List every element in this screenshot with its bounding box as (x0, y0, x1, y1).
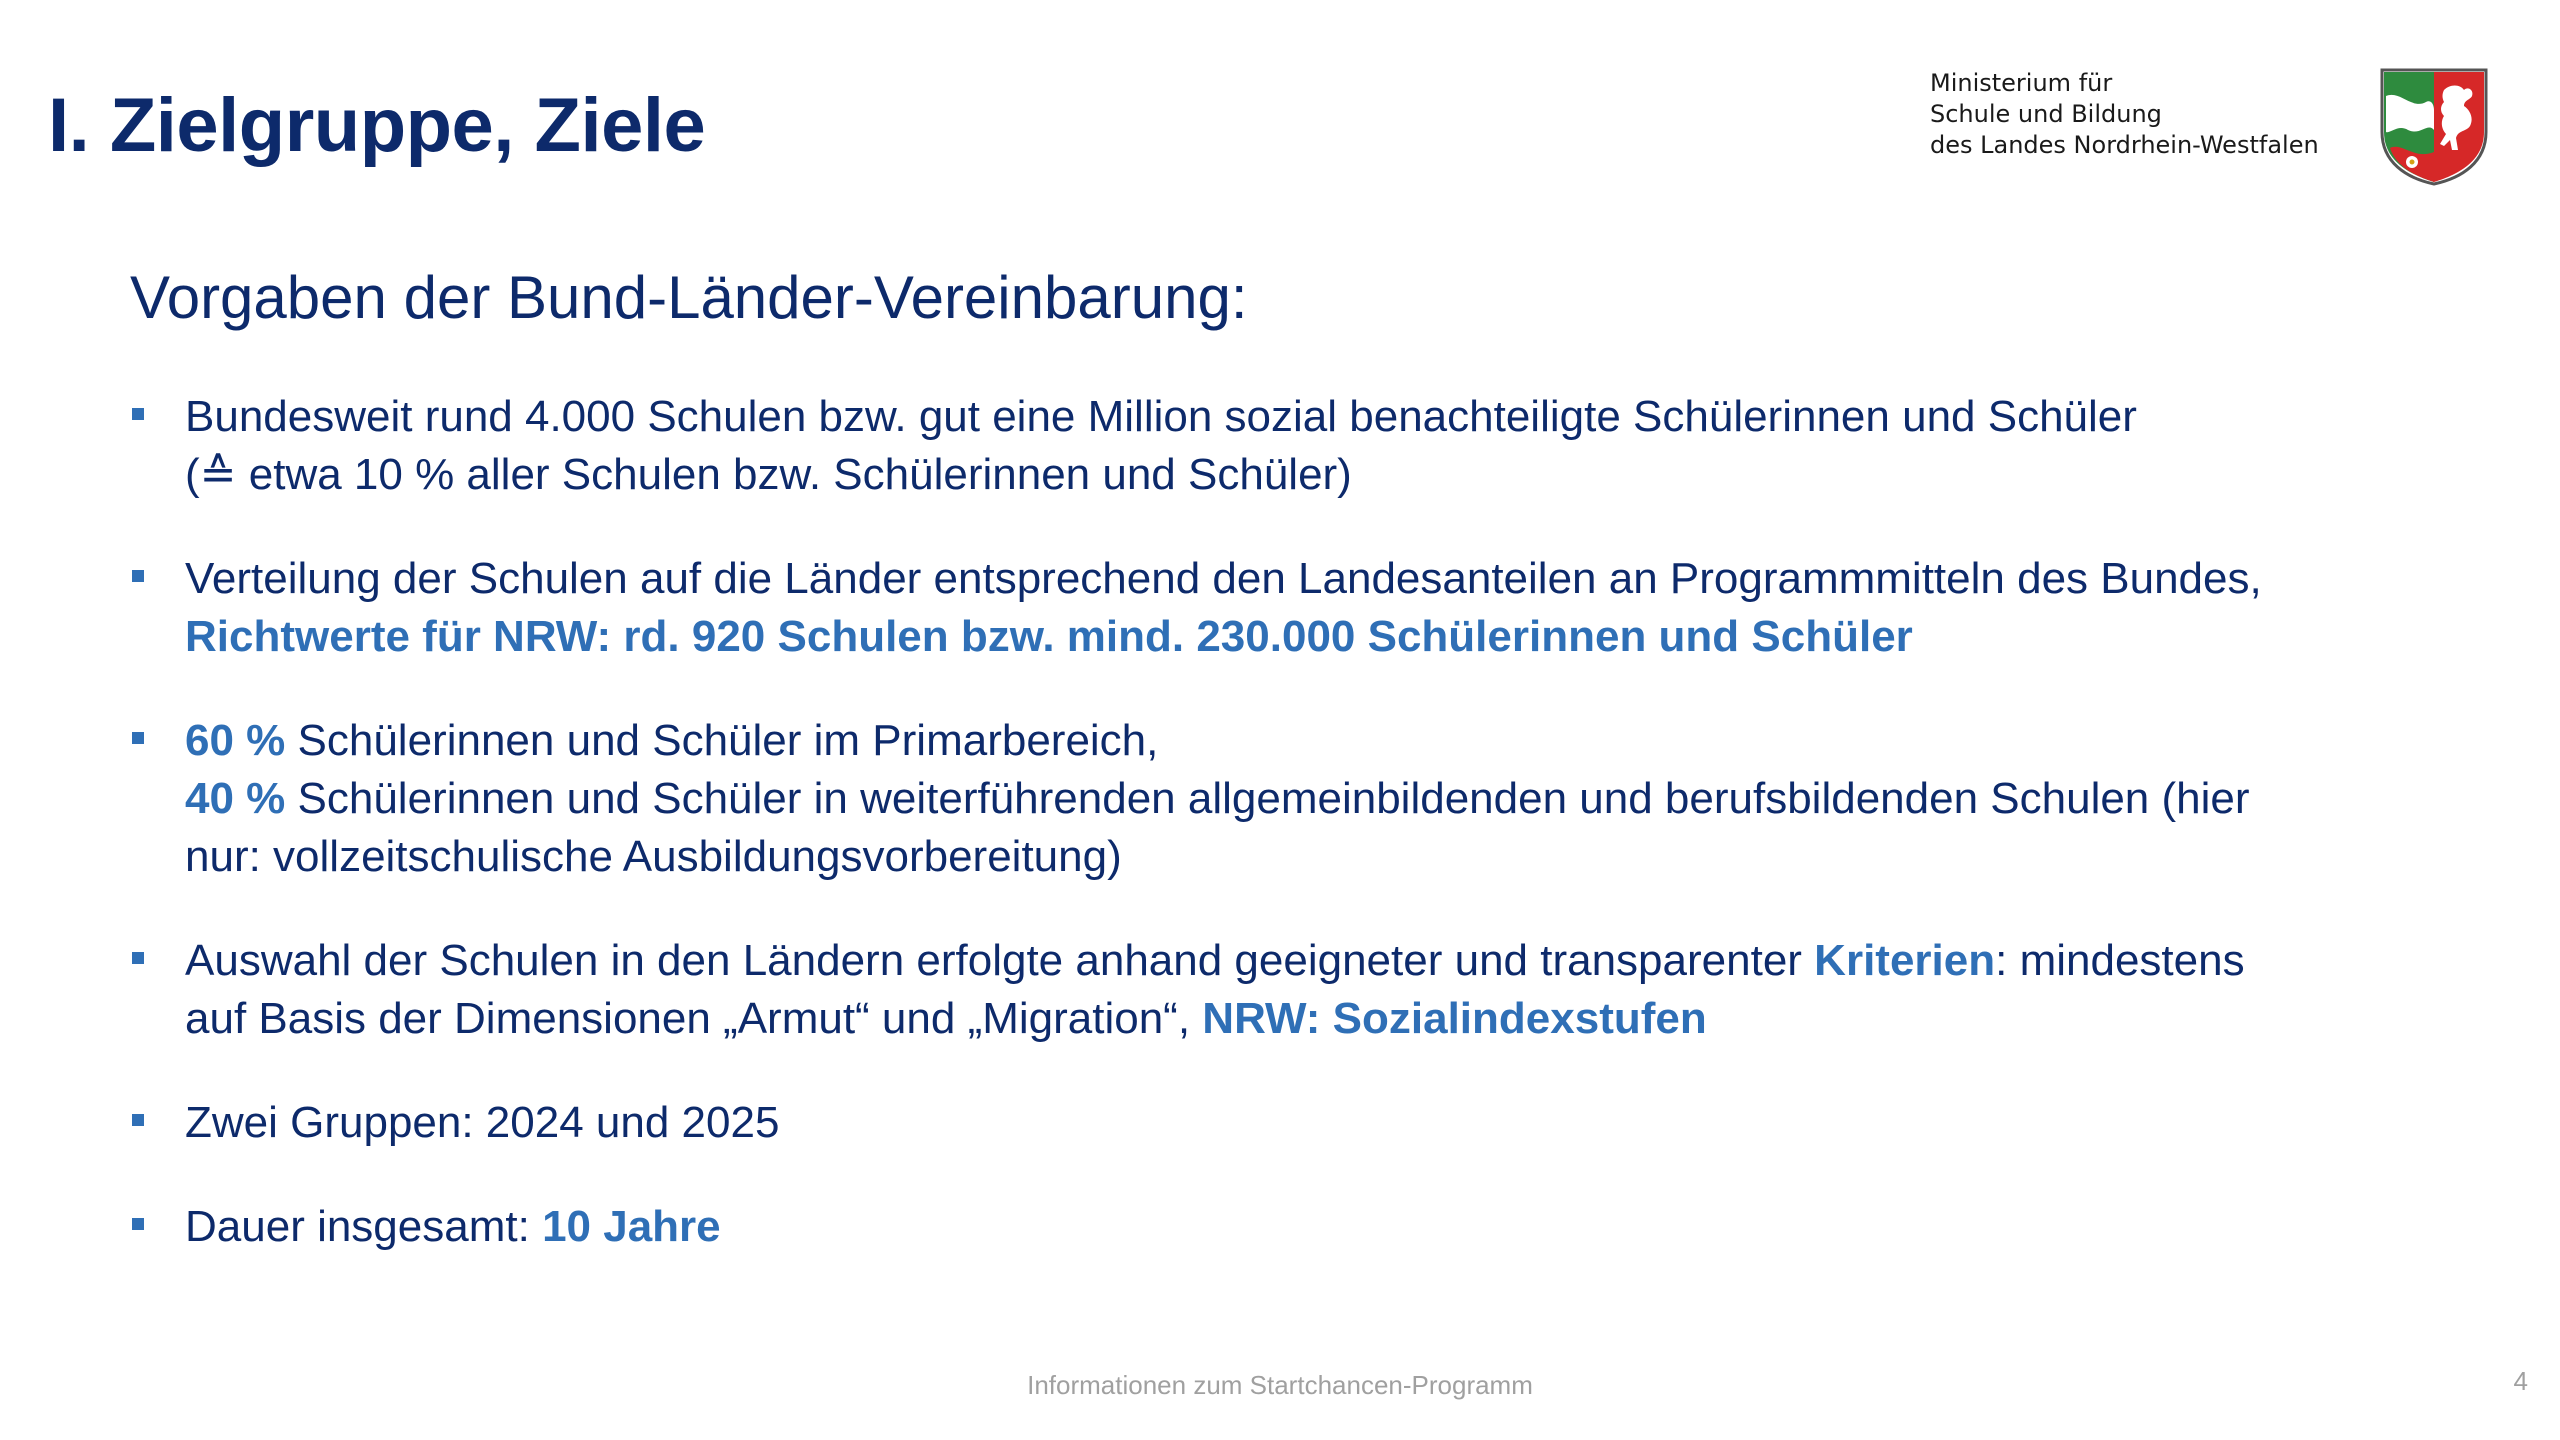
bullet-highlight: Kriterien (1814, 936, 1996, 985)
bullet-text: Dauer insgesamt: (185, 1202, 543, 1251)
ministry-line-2: Schule und Bildung (1930, 100, 2162, 128)
page-title: I. Zielgruppe, Ziele (48, 83, 706, 168)
page-number: 4 (2513, 1366, 2528, 1396)
bullet-text: Schülerinnen und Schüler in weiterführenden allgemeinbildenden und berufsbildenden Schulen (hier (285, 774, 2250, 823)
bullet-highlight: 40 % (185, 774, 286, 823)
bullet-highlight: NRW: Sozialindexstufen (1202, 994, 1707, 1043)
bullet-text: Schülerinnen und Schüler im Primarbereich, (285, 716, 1159, 765)
bullet-text: : mindestens (1995, 936, 2245, 985)
bullet-text: Verteilung der Schulen auf die Länder entsprechend den Landesanteilen an Programmmitteln des Bundes, (185, 554, 2262, 603)
bullet-text: Auswahl der Schulen in den Ländern erfolgte anhand geeigneter und transparenter (185, 936, 1815, 985)
bullet-text: Bundesweit rund 4.000 Schulen bzw. gut eine Million sozial benachteiligte Schülerinnen und Schüler (185, 392, 2137, 441)
bullet-text: nur: vollzeitschulische Ausbildungsvorbereitung) (185, 832, 1122, 881)
bullet-text: auf Basis der Dimensionen „Armut“ und „Migration“, (185, 994, 1203, 1043)
bullet-highlight: 60 % (185, 716, 286, 765)
bullet-percentages (130, 712, 2490, 886)
ministry-line-1: Ministerium für (1930, 69, 2113, 97)
bullet-selection-criteria (130, 932, 2490, 1048)
bullet-list (130, 388, 2490, 1302)
bullet-highlight: 10 Jahre (542, 1202, 721, 1251)
bullet-distribution (130, 550, 2490, 666)
ministry-line-3: des Landes Nordrhein-Westfalen (1930, 131, 2319, 159)
bullet-text: Zwei Gruppen: 2024 und 2025 (185, 1098, 780, 1147)
bullet-highlight: Richtwerte für NRW: rd. 920 Schulen bzw. mind. 230.000 Schülerinnen und Schüler (185, 612, 1913, 661)
footer-text: Informationen zum Startchancen-Programm (1027, 1370, 1533, 1400)
section-subtitle: Vorgaben der Bund-Länder-Vereinbarung: (130, 264, 1248, 331)
nrw-coat-of-arms-icon (2378, 66, 2490, 186)
bullet-duration (130, 1198, 2490, 1256)
bullet-text: (≙ etwa 10 % aller Schulen bzw. Schülerinnen und Schüler) (185, 450, 1352, 499)
bullet-groups (130, 1094, 2490, 1152)
bullet-schools-nationwide (130, 388, 2490, 504)
ministry-logo-text (1930, 68, 2350, 161)
